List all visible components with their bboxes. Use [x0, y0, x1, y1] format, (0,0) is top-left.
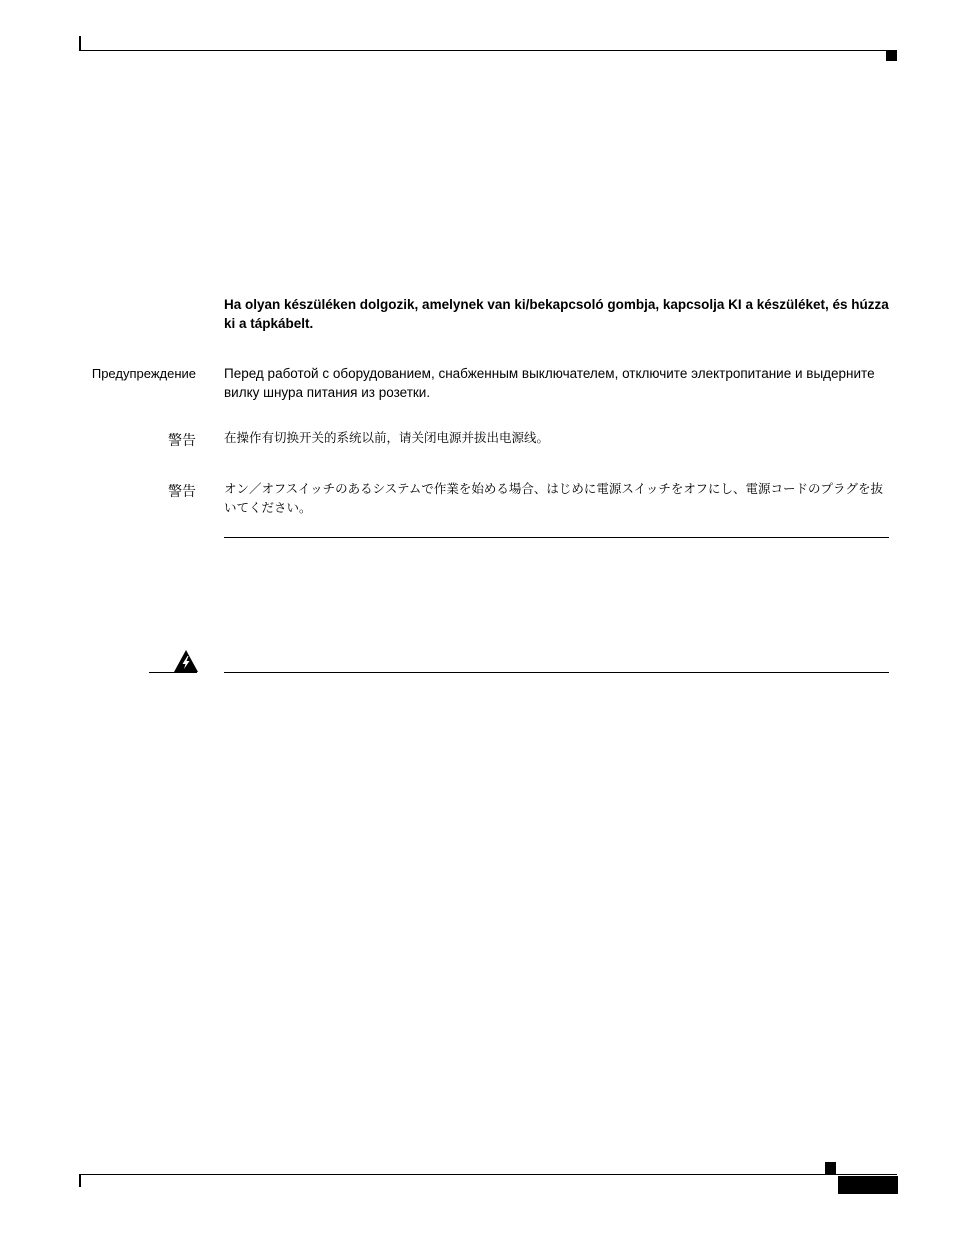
section-divider: [224, 537, 889, 538]
warning-rule: [224, 672, 889, 673]
warning-text-japanese: オン／オフスイッチのあるシステムで作業を始める場合、はじめに電源スイッチをオフにし、電源コードのプラグを抜いてください。: [224, 482, 884, 515]
warning-text-hungarian: Ha olyan készüléken dolgozik, amelynek van ki/bekapcsoló gombja, kapcsolja KI a készüléket, és húzza ki a tápkábelt.: [224, 297, 889, 331]
footer-tick: [79, 1174, 81, 1187]
warning-label-japanese: 警告: [168, 483, 196, 499]
footer-page-tab: [838, 1176, 898, 1194]
warning-rule-left: [149, 672, 197, 673]
header-rule: [79, 50, 897, 51]
warning-icon: [173, 649, 199, 673]
footer-marker: [825, 1162, 836, 1174]
header-marker: [886, 51, 897, 61]
header-tick: [79, 36, 81, 51]
footer-rule: [79, 1174, 897, 1175]
warning-label-chinese: 警告: [168, 432, 196, 448]
warning-label-russian: Предупреждение: [91, 366, 196, 381]
warning-text-russian: Перед работой с оборудованием, снабженным выключателем, отключите электропитание и выдерните вилку шнура питания из розетки.: [224, 366, 875, 400]
warning-text-chinese: 在操作有切换开关的系统以前，请关闭电源并拔出电源线。: [224, 431, 550, 445]
